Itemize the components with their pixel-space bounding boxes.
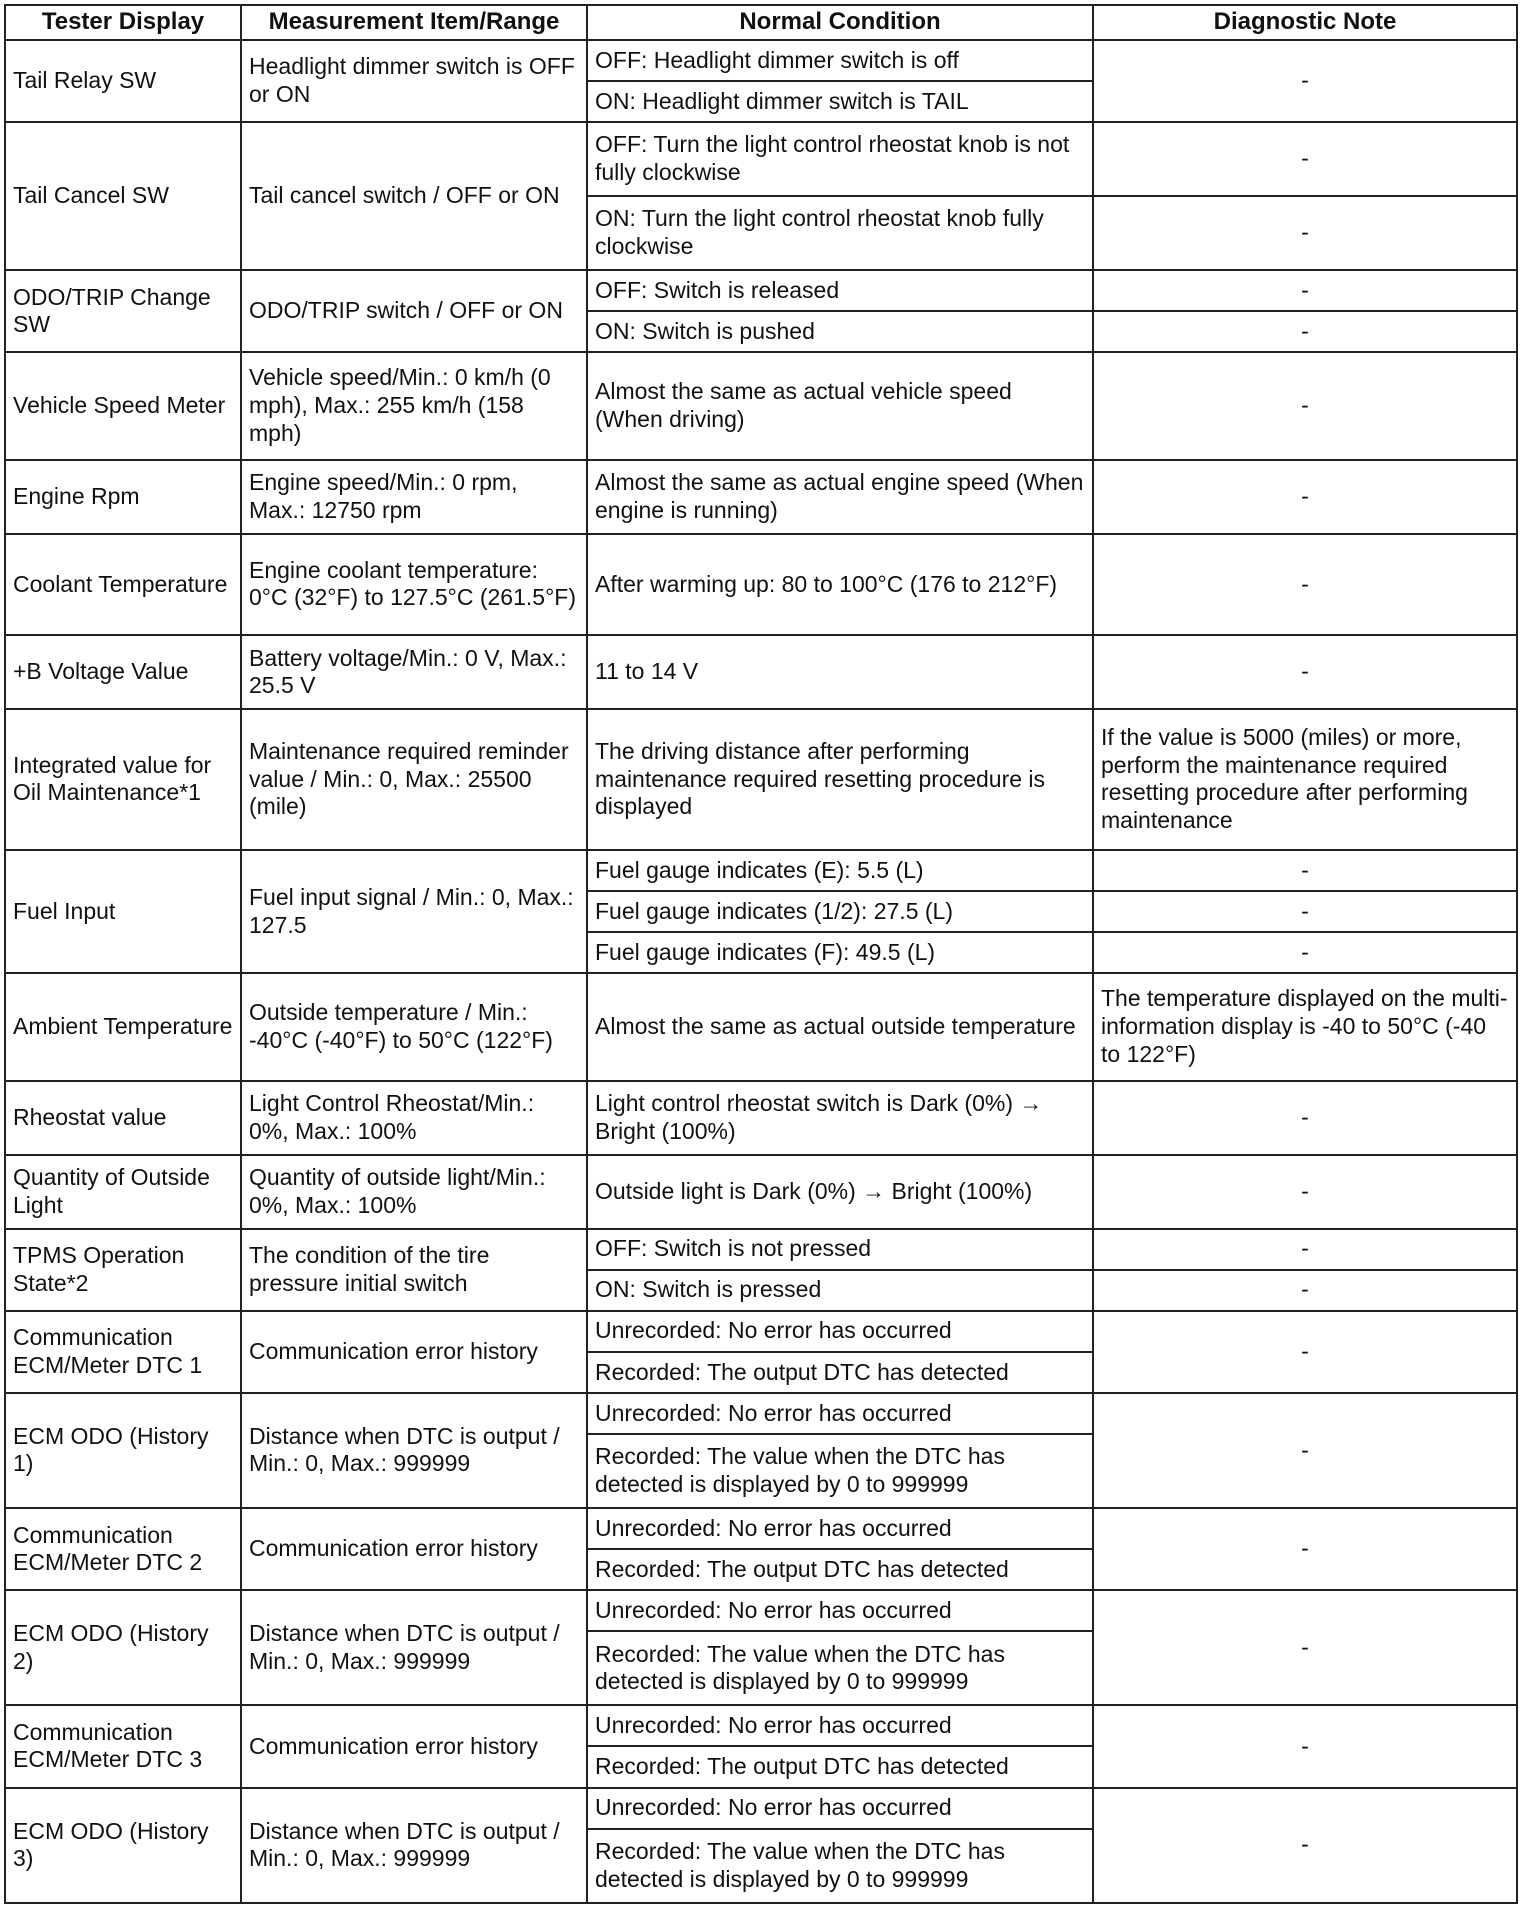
table-row bbox=[5, 1311, 1517, 1352]
tester-display-cell: Rheostat value bbox=[5, 1081, 241, 1155]
diagnostic-note-cell: - bbox=[1093, 1788, 1517, 1903]
table-row bbox=[5, 1081, 1517, 1155]
normal-condition-cell: ON: Turn the light control rheostat knob fully clockwise bbox=[587, 196, 1093, 270]
table-row bbox=[5, 850, 1517, 891]
measurement-range-cell: Tail cancel switch / OFF or ON bbox=[241, 122, 587, 270]
normal-condition-cell: Unrecorded: No error has occurred bbox=[587, 1508, 1093, 1549]
diagnostic-note-cell: - bbox=[1093, 40, 1517, 122]
normal-condition-cell: The driving distance after performing maintenance required resetting procedure is displayed bbox=[587, 709, 1093, 850]
diagnostic-note-cell: - bbox=[1093, 891, 1517, 932]
table-row bbox=[5, 40, 1517, 81]
normal-condition-cell: Recorded: The value when the DTC has detected is displayed by 0 to 999999 bbox=[587, 1829, 1093, 1903]
tester-display-cell: Communication ECM/Meter DTC 1 bbox=[5, 1311, 241, 1393]
measurement-range-cell: Quantity of outside light/Min.: 0%, Max.: 100% bbox=[241, 1155, 587, 1229]
measurement-range-cell: Outside temperature / Min.: -40°C (-40°F) to 50°C (122°F) bbox=[241, 973, 587, 1080]
normal-condition-cell: Fuel gauge indicates (1/2): 27.5 (L) bbox=[587, 891, 1093, 932]
measurement-range-cell: Communication error history bbox=[241, 1705, 587, 1787]
diagnostic-note-cell: - bbox=[1093, 534, 1517, 636]
header-diagnostic-note: Diagnostic Note bbox=[1093, 5, 1517, 40]
measurement-range-cell: Communication error history bbox=[241, 1311, 587, 1393]
diagnostic-note-cell: - bbox=[1093, 1270, 1517, 1311]
normal-condition-cell: Recorded: The output DTC has detected bbox=[587, 1746, 1093, 1787]
normal-condition-cell: Unrecorded: No error has occurred bbox=[587, 1788, 1093, 1829]
diagnostic-note-cell: - bbox=[1093, 1393, 1517, 1508]
normal-condition-cell: Recorded: The output DTC has detected bbox=[587, 1352, 1093, 1393]
normal-condition-cell: Unrecorded: No error has occurred bbox=[587, 1590, 1093, 1631]
normal-condition-cell: Outside light is Dark (0%) → Bright (100%) bbox=[587, 1155, 1093, 1229]
diagnostic-note-cell: - bbox=[1093, 1705, 1517, 1787]
normal-condition-cell: OFF: Switch is not pressed bbox=[587, 1229, 1093, 1270]
diagnostic-note-cell: - bbox=[1093, 1155, 1517, 1229]
table-row bbox=[5, 973, 1517, 1080]
diagnostic-note-cell: - bbox=[1093, 1508, 1517, 1590]
header-normal-condition: Normal Condition bbox=[587, 5, 1093, 40]
normal-condition-cell: Unrecorded: No error has occurred bbox=[587, 1311, 1093, 1352]
normal-condition-cell: Recorded: The value when the DTC has detected is displayed by 0 to 999999 bbox=[587, 1434, 1093, 1508]
header-measurement-item: Measurement Item/Range bbox=[241, 5, 587, 40]
measurement-range-cell: Maintenance required reminder value / Min.: 0, Max.: 25500 (mile) bbox=[241, 709, 587, 850]
table-row bbox=[5, 352, 1517, 459]
table-row bbox=[5, 534, 1517, 636]
normal-condition-cell: OFF: Switch is released bbox=[587, 270, 1093, 311]
diagnostic-note-cell: - bbox=[1093, 850, 1517, 891]
table-row bbox=[5, 709, 1517, 850]
tester-display-cell: Fuel Input bbox=[5, 850, 241, 973]
measurement-range-cell: ODO/TRIP switch / OFF or ON bbox=[241, 270, 587, 352]
tester-display-cell: TPMS Operation State*2 bbox=[5, 1229, 241, 1311]
normal-condition-cell: Almost the same as actual engine speed (When engine is running) bbox=[587, 460, 1093, 534]
normal-condition-cell: Fuel gauge indicates (F): 49.5 (L) bbox=[587, 932, 1093, 973]
diagnostic-note-cell: - bbox=[1093, 1590, 1517, 1705]
tester-display-cell: Tail Relay SW bbox=[5, 40, 241, 122]
tester-display-cell: ODO/TRIP Change SW bbox=[5, 270, 241, 352]
normal-condition-cell: Unrecorded: No error has occurred bbox=[587, 1705, 1093, 1746]
measurement-range-cell: Engine coolant temperature: 0°C (32°F) to 127.5°C (261.5°F) bbox=[241, 534, 587, 636]
measurement-range-cell: Headlight dimmer switch is OFF or ON bbox=[241, 40, 587, 122]
measurement-range-cell: Distance when DTC is output / Min.: 0, Max.: 999999 bbox=[241, 1590, 587, 1705]
tester-display-cell: Vehicle Speed Meter bbox=[5, 352, 241, 459]
normal-condition-cell: Fuel gauge indicates (E): 5.5 (L) bbox=[587, 850, 1093, 891]
measurement-range-cell: Vehicle speed/Min.: 0 km/h (0 mph), Max.: 255 km/h (158 mph) bbox=[241, 352, 587, 459]
diagnostic-note-cell: - bbox=[1093, 460, 1517, 534]
tester-display-cell: Ambient Temperature bbox=[5, 973, 241, 1080]
tester-display-cell: ECM ODO (History 2) bbox=[5, 1590, 241, 1705]
header-tester-display: Tester Display bbox=[5, 5, 241, 40]
diagnostic-note-cell: - bbox=[1093, 1081, 1517, 1155]
table-row bbox=[5, 1155, 1517, 1229]
tester-display-cell: Coolant Temperature bbox=[5, 534, 241, 636]
normal-condition-cell: Unrecorded: No error has occurred bbox=[587, 1393, 1093, 1434]
measurement-range-cell: Battery voltage/Min.: 0 V, Max.: 25.5 V bbox=[241, 635, 587, 709]
measurement-range-cell: Engine speed/Min.: 0 rpm, Max.: 12750 rpm bbox=[241, 460, 587, 534]
tester-display-cell: ECM ODO (History 3) bbox=[5, 1788, 241, 1903]
diagnostic-note-cell: - bbox=[1093, 311, 1517, 352]
table-row bbox=[5, 1229, 1517, 1270]
table-row bbox=[5, 460, 1517, 534]
table-row bbox=[5, 1508, 1517, 1549]
diagnostic-note-cell: - bbox=[1093, 932, 1517, 973]
tester-display-cell: Integrated value for Oil Maintenance*1 bbox=[5, 709, 241, 850]
normal-condition-cell: Light control rheostat switch is Dark (0%) → Bright (100%) bbox=[587, 1081, 1093, 1155]
table-row bbox=[5, 635, 1517, 709]
tester-display-cell: Engine Rpm bbox=[5, 460, 241, 534]
header-row bbox=[5, 5, 1517, 40]
normal-condition-cell: Recorded: The value when the DTC has detected is displayed by 0 to 999999 bbox=[587, 1631, 1093, 1705]
tester-display-cell: Quantity of Outside Light bbox=[5, 1155, 241, 1229]
measurement-range-cell: The condition of the tire pressure initial switch bbox=[241, 1229, 587, 1311]
table-row bbox=[5, 1393, 1517, 1434]
diagnostic-note-cell: - bbox=[1093, 635, 1517, 709]
table-row bbox=[5, 1590, 1517, 1631]
diagnostic-note-cell: - bbox=[1093, 122, 1517, 196]
measurement-range-cell: Fuel input signal / Min.: 0, Max.: 127.5 bbox=[241, 850, 587, 973]
table-row bbox=[5, 122, 1517, 196]
measurement-range-cell: Distance when DTC is output / Min.: 0, Max.: 999999 bbox=[241, 1788, 587, 1903]
diagnostic-note-cell: - bbox=[1093, 1229, 1517, 1270]
data-list-table bbox=[4, 4, 1518, 1904]
diagnostic-note-cell: - bbox=[1093, 270, 1517, 311]
normal-condition-cell: Almost the same as actual vehicle speed (When driving) bbox=[587, 352, 1093, 459]
tester-display-cell: ECM ODO (History 1) bbox=[5, 1393, 241, 1508]
document-page bbox=[4, 4, 1516, 1904]
diagnostic-note-cell: - bbox=[1093, 352, 1517, 459]
normal-condition-cell: ON: Headlight dimmer switch is TAIL bbox=[587, 81, 1093, 122]
measurement-range-cell: Distance when DTC is output / Min.: 0, Max.: 999999 bbox=[241, 1393, 587, 1508]
normal-condition-cell: After warming up: 80 to 100°C (176 to 212°F) bbox=[587, 534, 1093, 636]
normal-condition-cell: Recorded: The output DTC has detected bbox=[587, 1549, 1093, 1590]
normal-condition-cell: ON: Switch is pushed bbox=[587, 311, 1093, 352]
table-row bbox=[5, 270, 1517, 311]
diagnostic-note-cell: The temperature displayed on the multi-information display is -40 to 50°C (-40 to 122°F) bbox=[1093, 973, 1517, 1080]
tester-display-cell: +B Voltage Value bbox=[5, 635, 241, 709]
diagnostic-note-cell: - bbox=[1093, 196, 1517, 270]
normal-condition-cell: Almost the same as actual outside temperature bbox=[587, 973, 1093, 1080]
tester-display-cell: Communication ECM/Meter DTC 3 bbox=[5, 1705, 241, 1787]
table-row bbox=[5, 1788, 1517, 1829]
measurement-range-cell: Light Control Rheostat/Min.: 0%, Max.: 100% bbox=[241, 1081, 587, 1155]
normal-condition-cell: 11 to 14 V bbox=[587, 635, 1093, 709]
normal-condition-cell: ON: Switch is pressed bbox=[587, 1270, 1093, 1311]
normal-condition-cell: OFF: Turn the light control rheostat knob is not fully clockwise bbox=[587, 122, 1093, 196]
diagnostic-note-cell: - bbox=[1093, 1311, 1517, 1393]
normal-condition-cell: OFF: Headlight dimmer switch is off bbox=[587, 40, 1093, 81]
table-row bbox=[5, 1705, 1517, 1746]
tester-display-cell: Tail Cancel SW bbox=[5, 122, 241, 270]
table-body bbox=[5, 40, 1517, 1903]
diagnostic-note-cell: If the value is 5000 (miles) or more, perform the maintenance required resetting procedure after performing maintenance bbox=[1093, 709, 1517, 850]
measurement-range-cell: Communication error history bbox=[241, 1508, 587, 1590]
tester-display-cell: Communication ECM/Meter DTC 2 bbox=[5, 1508, 241, 1590]
